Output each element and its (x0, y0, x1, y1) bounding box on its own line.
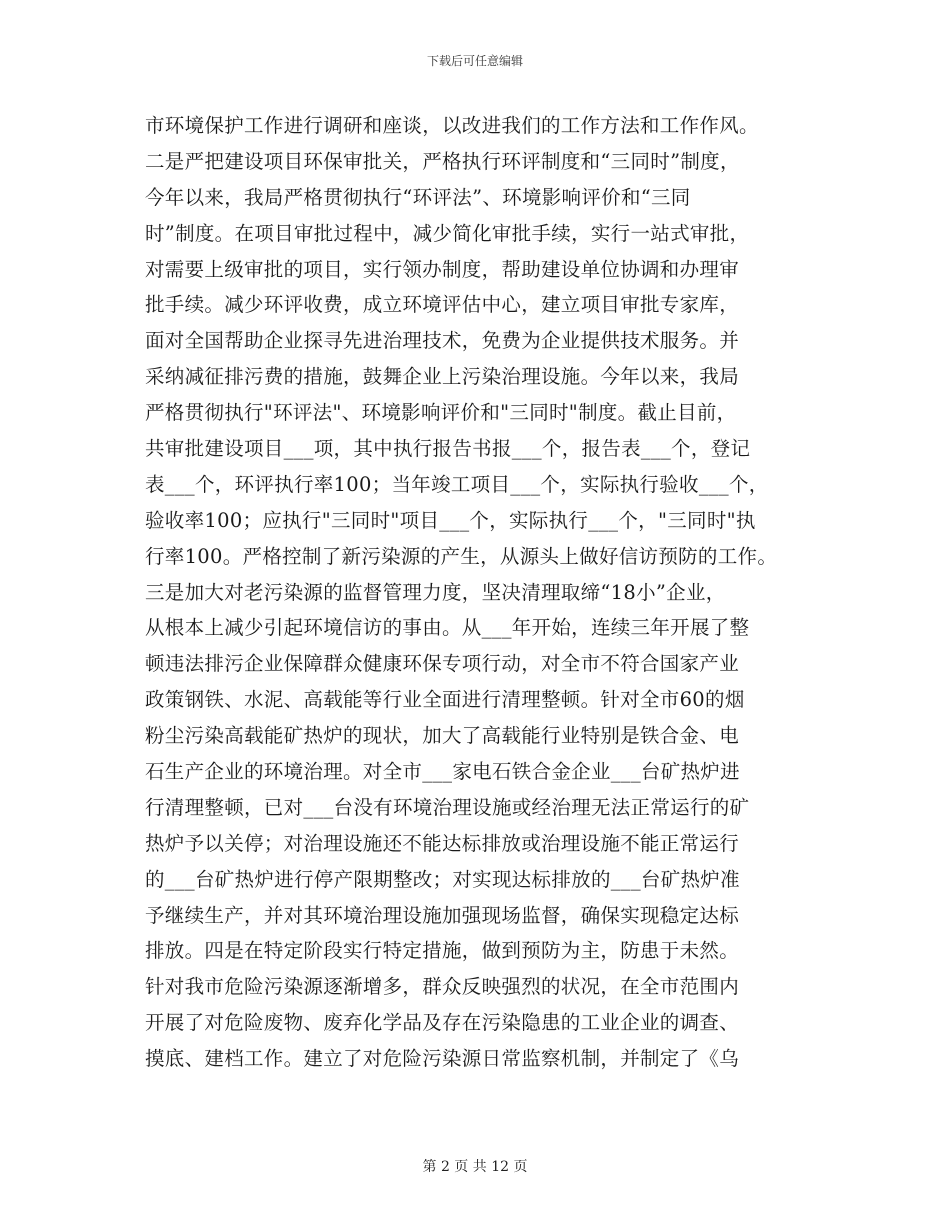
text-line: 行清理整顿，已对___台没有环境治理设施或经治理无法正常运行的矿 (145, 795, 750, 819)
text-line: 行率100。严格控制了新污染源的产生，从源头上做好信访预防的工作。 (145, 544, 778, 568)
text-line: 从根本上减少引起环境信访的事由。从___年开始，连续三年开展了整 (145, 616, 750, 640)
text-line: 采纳减征排污费的措施，鼓舞企业上污染治理设施。今年以来，我局 (145, 365, 740, 389)
text-line: 今年以来，我局严格贯彻执行“环评法”、环境影响评价和“三同 (145, 185, 691, 209)
text-line: 政策钢铁、水泥、高载能等行业全面进行清理整顿。针对全市60的烟 (145, 688, 745, 712)
text-line: 粉尘污染高载能矿热炉的现状，加大了高载能行业特别是铁合金、电 (145, 724, 740, 748)
text-line: 市环境保护工作进行调研和座谈，以改进我们的工作方法和工作作风。 (145, 114, 759, 137)
text-line: 排放。四是在特定阶段实行特定措施，做到预防为主，防患于未然。 (145, 939, 740, 963)
page-header: 下载后可任意编辑 (426, 54, 523, 68)
text-line: 热炉予以关停；对治理设施还不能达标排放或治理设施不能正常运行 (145, 831, 740, 855)
text-line: 石生产企业的环境治理。对全市___家电石铁合金企业___台矿热炉进 (145, 760, 740, 784)
text-line: 摸底、建档工作。建立了对危险污染源日常监察机制，并制定了《乌 (145, 1047, 740, 1071)
text-line: 对需要上级审批的项目，实行领办制度，帮助建设单位协调和办理审 (145, 257, 740, 281)
text-line: 开展了对危险废物、废弃化学品及存在污染隐患的工业企业的调查、 (145, 1011, 740, 1035)
text-line: 顿违法排污企业保障群众健康环保专项行动，对全市不符合国家产业 (145, 652, 740, 676)
text-line: 表___个，环评执行率100；当年竣工项目___个，实际执行验收___个， (145, 472, 769, 496)
text-line: 三是加大对老污染源的监督管理力度，坚决清理取缔“18小”企业， (145, 580, 726, 604)
text-line: 针对我市危险污染源逐渐增多，群众反映强烈的状况，在全市范围内 (145, 975, 740, 999)
text-line: 时”制度。在项目审批过程中，减少简化审批手续，实行一站式审批， (145, 221, 750, 245)
text-line: 共审批建设项目___项，其中执行报告书报___个，报告表___个，登记 (145, 437, 751, 461)
text-line: 面对全国帮助企业探寻先进治理技术，免费为企业提供技术服务。并 (145, 329, 740, 353)
text-line: 的___台矿热炉进行停产限期整改；对实现达标排放的___台矿热炉准 (145, 867, 740, 891)
text-line: 严格贯彻执行"环评法"、环境影响评价和"三同时"制度。截止目前， (145, 401, 737, 425)
page-footer: 第 2 页 共 12 页 (422, 1159, 528, 1175)
document-body (145, 108, 805, 1077)
text-line: 验收率100；应执行"三同时"项目___个，实际执行___个，"三同时"执 (145, 508, 756, 532)
text-line: 批手续。减少环评收费，成立环境评估中心，建立项目审批专家库， (145, 293, 740, 317)
text-line: 二是严把建设项目环保审批关，严格执行环评制度和“三同时”制度， (145, 149, 740, 173)
text-line: 予继续生产，并对其环境治理设施加强现场监督，确保实现稳定达标 (145, 903, 740, 927)
